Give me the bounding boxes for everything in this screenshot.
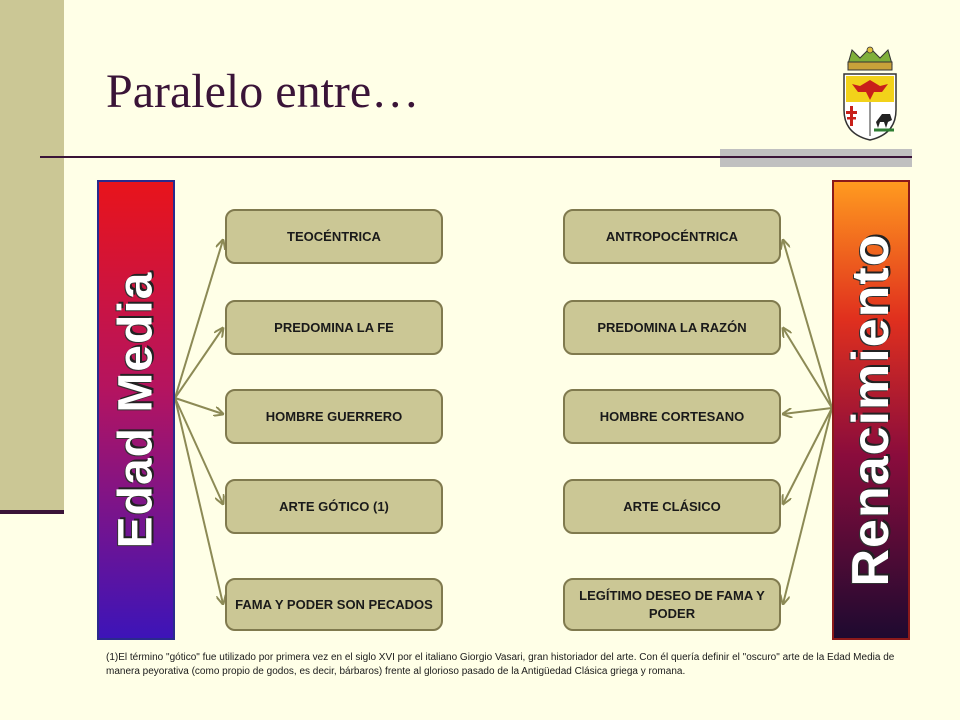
edad-media-label: Edad Media — [109, 271, 163, 549]
left-item-hombre-guerrero: HOMBRE GUERRERO — [225, 389, 443, 444]
left-strip-base-line — [0, 510, 64, 514]
arrow-left-2 — [175, 328, 223, 398]
arrow-right-2 — [783, 328, 832, 408]
left-item-teocentrica: TEOCÉNTRICA — [225, 209, 443, 264]
right-item-legitimo-deseo: LEGÍTIMO DESEO DE FAMA Y PODER — [563, 578, 781, 631]
title-rule-accent — [720, 149, 912, 167]
right-item-antropocentrica: ANTROPOCÉNTRICA — [563, 209, 781, 264]
right-item-hombre-cortesano: HOMBRE CORTESANO — [563, 389, 781, 444]
slide-title: Paralelo entre… — [106, 65, 420, 118]
coat-of-arms-icon — [838, 44, 902, 142]
edad-media-bar — [97, 180, 175, 640]
left-item-predomina-la-fe: PREDOMINA LA FE — [225, 300, 443, 355]
arrow-right-5 — [783, 408, 832, 604]
arrow-left-4 — [175, 398, 223, 504]
title-rule — [40, 156, 912, 158]
left-item-fama-y-poder: FAMA Y PODER SON PECADOS — [225, 578, 443, 631]
footnote: (1)El término "gótico" fue utilizado por primera vez en el siglo XVI por el italiano Giorgio Vasari, gran historiador del arte. Con él quería definir el "oscuro" arte de la Edad Media de manera peyorativa (como propio de godos, es decir, bárbaros) frente al glorioso pasado de la Antigüedad Clásica griega y romana. — [106, 652, 895, 677]
renacimiento-label: Renacimiento — [842, 233, 900, 587]
arrow-right-1 — [783, 240, 832, 408]
arrow-left-5 — [175, 398, 223, 604]
renacimiento-bar — [832, 180, 910, 640]
arrow-right-4 — [783, 408, 832, 504]
left-decorative-strip — [0, 0, 64, 510]
arrow-left-1 — [175, 240, 223, 398]
arrow-right-3 — [783, 408, 832, 414]
left-item-arte-gotico: ARTE GÓTICO (1) — [225, 479, 443, 534]
right-item-predomina-la-razon: PREDOMINA LA RAZÓN — [563, 300, 781, 355]
arrow-left-3 — [175, 398, 223, 414]
right-item-arte-clasico: ARTE CLÁSICO — [563, 479, 781, 534]
